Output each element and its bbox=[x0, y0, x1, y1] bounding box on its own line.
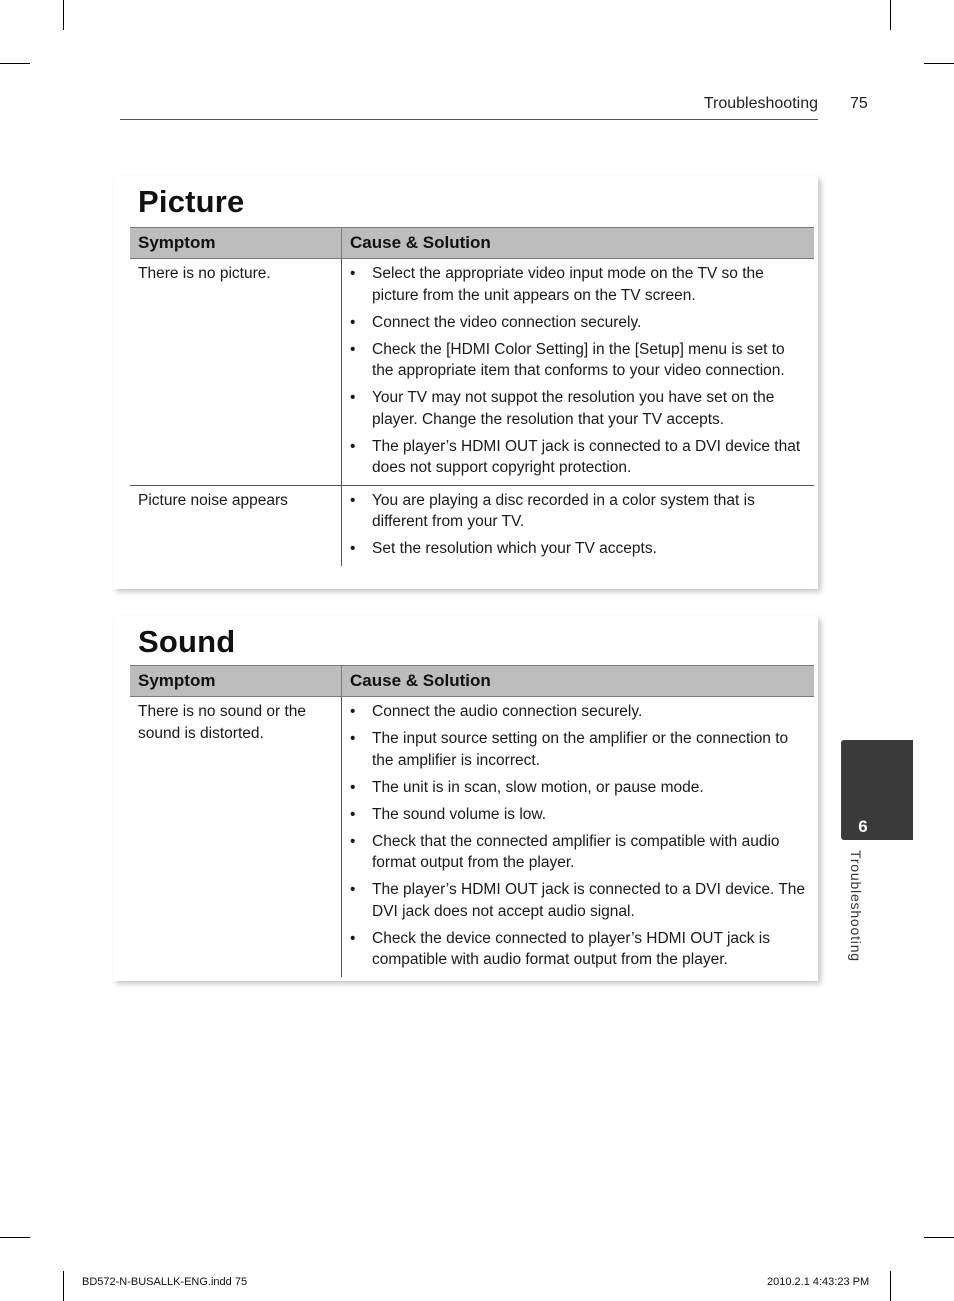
chapter-label: Troubleshooting bbox=[848, 850, 864, 962]
chapter-number: 6 bbox=[858, 817, 868, 836]
cause-item bbox=[350, 804, 806, 826]
crop-mark bbox=[0, 63, 30, 64]
troubleshooting-table bbox=[130, 227, 814, 566]
troubleshooting-table bbox=[130, 665, 814, 977]
table-row bbox=[130, 259, 814, 486]
bullet-icon: • bbox=[350, 437, 356, 455]
cause-cell bbox=[342, 485, 815, 566]
cause-text: The unit is in scan, slow motion, or pause mode. bbox=[372, 778, 704, 796]
symptom-cell: There is no picture. bbox=[130, 259, 342, 486]
header-title: Troubleshooting bbox=[703, 95, 818, 112]
bullet-icon: • bbox=[350, 389, 356, 406]
symptom-column-header: Symptom bbox=[130, 228, 342, 259]
crop-mark bbox=[63, 1271, 64, 1301]
cause-item bbox=[350, 436, 806, 479]
running-header bbox=[120, 92, 818, 120]
section-title: Sound bbox=[138, 624, 236, 659]
crop-mark bbox=[63, 0, 64, 30]
cause-text: Check the [HDMI Color Setting] in the [Setup] menu is set to the appropriate item that conforms to your video connection. bbox=[372, 340, 785, 379]
cause-item bbox=[350, 701, 806, 723]
cause-text: You are playing a disc recorded in a color system that is different from your TV. bbox=[372, 491, 755, 530]
cause-item bbox=[350, 831, 806, 874]
cause-text: The player’s HDMI OUT jack is connected to a DVI device. The DVI jack does not accept audio signal. bbox=[372, 881, 806, 920]
cause-item bbox=[350, 490, 806, 533]
cause-item bbox=[350, 538, 806, 560]
footer-date: 2010.2.1 4:43:23 PM bbox=[767, 1276, 870, 1288]
symptom-cell: There is no sound or the sound is distorted. bbox=[130, 697, 342, 977]
picture-section bbox=[113, 176, 818, 589]
crop-mark bbox=[0, 1237, 30, 1238]
crop-mark bbox=[924, 1237, 954, 1238]
crop-mark bbox=[924, 63, 954, 64]
crop-mark bbox=[890, 1271, 891, 1301]
cause-text: The input source setting on the amplifier or the connection to the amplifier is incorrect. bbox=[372, 730, 789, 769]
table-row bbox=[130, 697, 814, 977]
bullet-icon: • bbox=[350, 703, 356, 720]
symptom-column-header: Symptom bbox=[130, 666, 342, 697]
bullet-icon: • bbox=[350, 340, 356, 358]
cause-text: Set the resolution which your TV accepts. bbox=[372, 540, 657, 557]
bullet-icon: • bbox=[350, 881, 356, 898]
page-number: 75 bbox=[850, 95, 868, 112]
bullet-icon: • bbox=[350, 832, 356, 850]
cause-text: The player’s HDMI OUT jack is connected to a DVI device that does not support copyright protection. bbox=[372, 437, 801, 476]
cause-text: Your TV may not suppot the resolution you have set on the player. Change the resolution that your TV accepts. bbox=[372, 389, 775, 428]
bullet-icon: • bbox=[350, 265, 356, 282]
bullet-icon: • bbox=[350, 730, 356, 747]
cause-item bbox=[350, 387, 806, 430]
cause-text: Connect the audio connection securely. bbox=[372, 703, 643, 720]
chapter-tab bbox=[841, 740, 913, 840]
cause-text: Check the device connected to player’s HDMI OUT jack is compatible with audio format output from the player. bbox=[372, 929, 771, 968]
cause-text: Connect the video connection securely. bbox=[372, 313, 642, 331]
cause-column-header: Cause & Solution bbox=[342, 666, 815, 697]
footer-file-info: BD572-N-BUSALLK-ENG.indd 75 bbox=[82, 1276, 248, 1288]
cause-item bbox=[350, 777, 806, 799]
cause-text: Check that the connected amplifier is compatible with audio format output from the player. bbox=[372, 832, 780, 871]
cause-item bbox=[350, 879, 806, 922]
symptom-cell: Picture noise appears bbox=[130, 485, 342, 566]
cause-column-header: Cause & Solution bbox=[342, 228, 815, 259]
cause-item bbox=[350, 728, 806, 771]
bullet-icon: • bbox=[350, 540, 356, 557]
bullet-icon: • bbox=[350, 805, 356, 823]
section-title: Picture bbox=[138, 184, 245, 219]
cause-cell bbox=[342, 259, 815, 486]
cause-cell bbox=[342, 697, 815, 977]
cause-item bbox=[350, 263, 806, 306]
crop-mark bbox=[890, 0, 891, 30]
cause-item bbox=[350, 928, 806, 971]
bullet-icon: • bbox=[350, 313, 356, 331]
sound-section bbox=[113, 616, 818, 981]
bullet-icon: • bbox=[350, 778, 356, 796]
cause-text: The sound volume is low. bbox=[372, 805, 547, 823]
cause-text: Select the appropriate video input mode on the TV so the picture from the unit appears on the TV screen. bbox=[372, 265, 764, 304]
cause-item bbox=[350, 312, 806, 334]
cause-item bbox=[350, 339, 806, 382]
bullet-icon: • bbox=[350, 929, 356, 947]
table-row bbox=[130, 485, 814, 566]
bullet-icon: • bbox=[350, 491, 356, 509]
